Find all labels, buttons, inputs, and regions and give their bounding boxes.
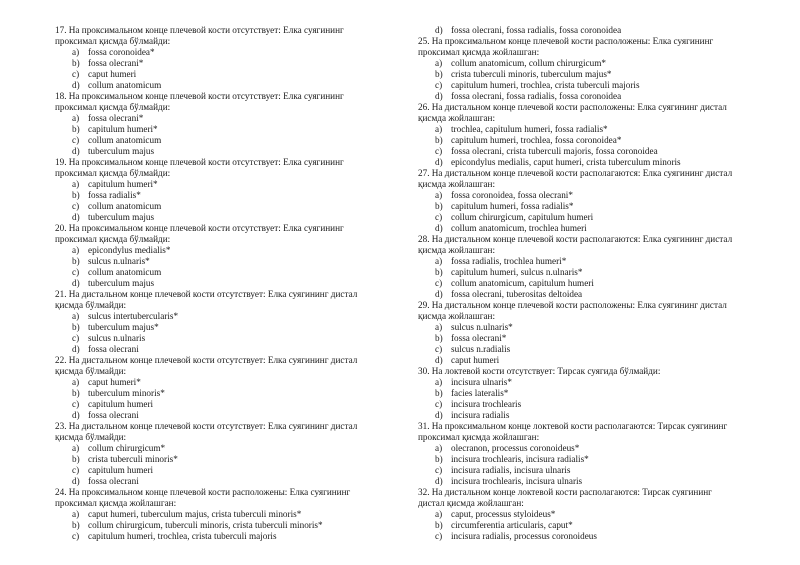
answer-option (55, 80, 385, 91)
question-stem-line: проксимал қисмда жойлашган: (418, 432, 540, 442)
answer-option (418, 388, 758, 399)
option-letter: c) (435, 80, 443, 90)
option-letter: b) (72, 124, 80, 134)
question-block (55, 487, 385, 542)
answer-option (418, 146, 758, 157)
option-text: tuberculum majus (88, 146, 155, 156)
option-text: fossa olecrani* (451, 333, 507, 343)
option-text: fossa olecrani (88, 410, 139, 420)
option-text: sulcus n.ulnaris* (88, 256, 150, 266)
answer-option (55, 465, 385, 476)
option-letter: a) (72, 245, 80, 255)
question-block (418, 36, 758, 102)
answer-option (55, 179, 385, 190)
option-text: olecranon, processus coronoideus* (451, 443, 580, 453)
question-stem-line: 28. На дистальном конце плечевой кости располагаются: Елка суягининг дистал (418, 234, 733, 244)
question-block (418, 234, 758, 300)
question-stem-line: 32. На дистальном конце локтевой кости располагаются: Тирсак суягининг (418, 487, 712, 497)
question-stem-line: 27. На дистальном конце плечевой кости располагаются: Елка суягининг дистал (418, 168, 733, 178)
option-text: trochlea, capitulum humeri, fossa radialis* (451, 124, 608, 134)
option-text: collum anatomicum (88, 267, 162, 277)
option-letter: b) (435, 69, 443, 79)
option-letter: d) (72, 212, 80, 222)
question-block (55, 289, 385, 355)
option-text: incisura trochlearis, incisura ulnaris (451, 476, 583, 486)
question-stem-line: проксимал қисмда жойлашган: (55, 498, 177, 508)
question-block (55, 355, 385, 421)
option-text: fossa olecrani (88, 344, 139, 354)
answer-option (418, 520, 758, 531)
option-text: incisura trochlearis (451, 399, 522, 409)
option-letter: d) (72, 476, 80, 486)
option-letter: b) (72, 190, 80, 200)
option-text: crista tuberculi minoris, tuberculum majus* (451, 69, 612, 79)
answer-option (55, 333, 385, 344)
option-letter: c) (72, 399, 80, 409)
option-text: collum anatomicum (88, 201, 162, 211)
option-letter: c) (435, 344, 443, 354)
answer-option (418, 278, 758, 289)
answer-option (55, 520, 385, 531)
answer-option (418, 322, 758, 333)
option-text: tuberculum majus (88, 278, 155, 288)
option-text: fossa olecrani (88, 476, 139, 486)
option-text: epicondylus medialis* (88, 245, 171, 255)
question-stem-line: 18. На проксимальном конце плечевой кости отсутствует: Елка суягининг (55, 91, 344, 101)
option-letter: b) (435, 267, 443, 277)
question-stem-line: дистал қисмда жойлашган: (418, 498, 524, 508)
option-text: sulcus n.ulnaris* (451, 322, 513, 332)
option-text: fossa radialis* (88, 190, 141, 200)
answer-option (418, 267, 758, 278)
question-stem-line: қисмда бўлмайди: (55, 300, 127, 310)
answer-option (418, 91, 758, 102)
answer-option (418, 509, 758, 520)
question-stem-line: проксимал қисмда бўлмайди: (55, 234, 171, 244)
question-stem-line: 20. На проксимальном конце плечевой кости отсутствует: Елка суягининг (55, 223, 344, 233)
option-letter: d) (72, 344, 80, 354)
answer-option (55, 69, 385, 80)
question-stem-line: қисмда жойлашган: (418, 113, 496, 123)
question-block (418, 421, 758, 487)
question-stem-line: 21. На дистальном конце плечевой кости отсутствует: Елка суягининг дистал (55, 289, 358, 299)
question-stem-line: 23. На дистальном конце плечевой кости отсутствует: Елка суягининг дистал (55, 421, 358, 431)
question-stem-line: 31. На проксимальном конце локтевой кости располагаются: Тирсак суягининг (418, 421, 728, 431)
option-text: tuberculum minoris* (88, 388, 165, 398)
answer-option (55, 212, 385, 223)
option-text: collum anatomicum, capitulum humeri (451, 278, 594, 288)
answer-option (55, 201, 385, 212)
answer-option (418, 377, 758, 388)
answer-option (55, 113, 385, 124)
option-letter: d) (435, 355, 443, 365)
option-text: capitulum humeri (88, 465, 154, 475)
answer-option (418, 399, 758, 410)
option-text: tuberculum majus* (88, 322, 159, 332)
answer-option (55, 124, 385, 135)
option-text: capitulum humeri* (88, 124, 158, 134)
answer-option (55, 344, 385, 355)
option-text: capitulum humeri, trochlea, fossa coronoidea* (451, 135, 622, 145)
question-stem-line: қисмда жойлашган: (418, 311, 496, 321)
answer-option (55, 388, 385, 399)
option-letter: a) (72, 509, 80, 519)
option-text: caput humeri (88, 69, 137, 79)
option-letter: a) (435, 377, 443, 387)
option-letter: a) (72, 179, 80, 189)
option-letter: c) (72, 333, 80, 343)
option-letter: b) (435, 201, 443, 211)
option-letter: a) (435, 58, 443, 68)
left-column (55, 25, 385, 542)
question-stem-line: қисмда бўлмайди: (55, 366, 127, 376)
question-stem-line: 19. На проксимальном конце плечевой кости отсутствует: Елка суягининг (55, 157, 344, 167)
option-letter: a) (72, 377, 80, 387)
option-letter: c) (435, 465, 443, 475)
answer-option (55, 267, 385, 278)
question-block (418, 168, 758, 234)
answer-option (418, 410, 758, 421)
answer-option (418, 355, 758, 366)
question-block (418, 102, 758, 168)
option-text: epicondylus medialis, caput humeri, crista tuberculum minoris (451, 157, 681, 167)
option-letter: d) (72, 410, 80, 420)
option-letter: b) (435, 520, 443, 530)
option-text: collum chirurgicum, tuberculi minoris, crista tuberculi minoris* (88, 520, 323, 530)
option-letter: c) (435, 531, 443, 541)
answer-option (418, 124, 758, 135)
option-letter: c) (72, 135, 80, 145)
question-block (418, 487, 758, 542)
question-stem-line: қисмда бўлмайди: (55, 432, 127, 442)
question-stem-line: қисмда жойлашган: (418, 179, 496, 189)
answer-option (418, 58, 758, 69)
question-stem-line: 22. На дистальном конце плечевой кости отсутствует: Елка суягининг дистал (55, 355, 358, 365)
answer-option (418, 289, 758, 300)
answer-option (55, 256, 385, 267)
option-text: circumferentia articularis, caput* (451, 520, 573, 530)
option-text: collum anatomicum, collum chirurgicum* (451, 58, 606, 68)
answer-option (418, 212, 758, 223)
option-text: incisura radialis (451, 410, 510, 420)
option-text: crista tuberculi minoris* (88, 454, 178, 464)
option-text: capitulum humeri (88, 399, 154, 409)
option-text: fossa olecrani, fossa radialis, fossa coronoidea (451, 91, 622, 101)
option-letter: a) (435, 124, 443, 134)
answer-option (55, 377, 385, 388)
question-block (55, 421, 385, 487)
option-text: fossa olecrani* (88, 58, 144, 68)
question-stem-line: 26. На дистальном конце плечевой кости расположены: Елка суягининг дистал (418, 102, 727, 112)
option-letter: a) (435, 443, 443, 453)
option-letter: d) (435, 223, 443, 233)
option-letter: b) (435, 388, 443, 398)
question-stem-line: 24. На проксимальном конце плечевой кости расположены: Елка суягининг (55, 487, 351, 497)
option-letter: a) (72, 311, 80, 321)
question-block (55, 223, 385, 289)
option-letter: c) (72, 201, 80, 211)
option-letter: b) (72, 58, 80, 68)
option-letter: b) (435, 333, 443, 343)
question-stem-line: проксимал қисмда жойлашган: (418, 47, 540, 57)
option-letter: d) (435, 410, 443, 420)
right-column (418, 25, 758, 542)
option-letter: a) (435, 190, 443, 200)
answer-option (55, 146, 385, 157)
option-letter: c) (435, 212, 443, 222)
answer-option (418, 333, 758, 344)
answer-option (55, 278, 385, 289)
option-text: collum chirurgicum, capitulum humeri (451, 212, 594, 222)
option-text: capitulum humeri, sulcus n.ulnaris* (451, 267, 583, 277)
answer-option (55, 531, 385, 542)
option-text: facies lateralis* (451, 388, 509, 398)
question-stem-line: проксимал қисмда бўлмайди: (55, 102, 171, 112)
question-stem-line: қисмда жойлашган: (418, 245, 496, 255)
question-stem-line: проксимал қисмда бўлмайди: (55, 168, 171, 178)
question-block (55, 91, 385, 157)
answer-option (418, 190, 758, 201)
option-letter: d) (72, 278, 80, 288)
answer-option (418, 465, 758, 476)
option-text: caput humeri* (88, 377, 141, 387)
option-text: collum anatomicum (88, 135, 162, 145)
answer-option (55, 47, 385, 58)
option-letter: c) (72, 267, 80, 277)
option-letter: b) (435, 135, 443, 145)
answer-option (55, 58, 385, 69)
option-letter: d) (435, 476, 443, 486)
option-text: capitulum humeri, fossa radialis* (451, 201, 574, 211)
question-stem-line: 30. На локтевой кости отсутствует: Тирсак суягида бўлмайди: (418, 366, 661, 376)
question-stem-line: 25. На проксимальном конце плечевой кости расположены: Елка суягининг (418, 36, 714, 46)
answer-option (55, 476, 385, 487)
option-text: sulcus n.ulnaris (88, 333, 146, 343)
option-text: incisura radialis, incisura ulnaris (451, 465, 571, 475)
option-letter: c) (72, 465, 80, 475)
option-letter: d) (72, 146, 80, 156)
option-text: collum anatomicum, trochlea humeri (451, 223, 587, 233)
option-text: caput, processus styloideus* (451, 509, 556, 519)
option-letter: c) (435, 399, 443, 409)
option-text: fossa coronoidea* (88, 47, 155, 57)
option-letter: d) (435, 91, 443, 101)
option-letter: d) (435, 157, 443, 167)
question-block (418, 366, 758, 421)
option-letter: b) (72, 322, 80, 332)
option-text: incisura trochlearis, incisura radialis* (451, 454, 589, 464)
option-letter: d) (72, 80, 80, 90)
answer-option (418, 157, 758, 168)
answer-option (418, 135, 758, 146)
option-letter: b) (435, 454, 443, 464)
answer-option (55, 245, 385, 256)
answer-option (55, 509, 385, 520)
answer-option (418, 531, 758, 542)
option-letter: c) (435, 146, 443, 156)
answer-option (55, 410, 385, 421)
answer-option (418, 344, 758, 355)
option-letter: b) (72, 454, 80, 464)
option-letter: a) (72, 47, 80, 57)
option-text: collum anatomicum (88, 80, 162, 90)
question-block (55, 25, 385, 91)
option-letter: c) (72, 531, 80, 541)
option-text: fossa coronoidea, fossa olecrani* (451, 190, 573, 200)
option-letter: b) (72, 388, 80, 398)
answer-option (55, 443, 385, 454)
option-letter: a) (72, 113, 80, 123)
question-stem-line: проксимал қисмда бўлмайди: (55, 36, 171, 46)
option-text: fossa olecrani, tuberositas deltoidea (451, 289, 583, 299)
question-block (418, 25, 758, 36)
option-text: collum chirurgicum* (88, 443, 166, 453)
option-text: sulcus intertubercularis* (88, 311, 179, 321)
option-text: fossa radialis, trochlea humeri* (451, 256, 567, 266)
option-text: incisura ulnaris* (451, 377, 512, 387)
option-letter: a) (435, 256, 443, 266)
answer-option (55, 454, 385, 465)
option-letter: c) (435, 278, 443, 288)
option-letter: d) (435, 289, 443, 299)
answer-option (418, 443, 758, 454)
option-text: incisura radialis, processus coronoideus (451, 531, 597, 541)
option-letter: b) (72, 520, 80, 530)
option-text: fossa olecrani, fossa radialis, fossa coronoidea (451, 25, 622, 35)
answer-option (418, 454, 758, 465)
question-stem-line: 17. На проксимальном конце плечевой кости отсутствует: Елка суягининг (55, 25, 344, 35)
option-letter: a) (435, 322, 443, 332)
option-text: capitulum humeri* (88, 179, 158, 189)
answer-option (418, 201, 758, 212)
option-text: sulcus n.radialis (451, 344, 511, 354)
option-text: fossa olecrani* (88, 113, 144, 123)
option-text: fossa olecrani, crista tuberculi majoris, fossa coronoidea (451, 146, 658, 156)
option-letter: d) (435, 25, 443, 35)
answer-option (418, 256, 758, 267)
option-text: caput humeri (451, 355, 500, 365)
option-letter: b) (72, 256, 80, 266)
answer-option (418, 476, 758, 487)
answer-option (55, 135, 385, 146)
option-letter: c) (72, 69, 80, 79)
answer-option (55, 190, 385, 201)
question-stem-line: 29. На дистальном конце плечевой кости расположены: Елка суягининг дистал (418, 300, 727, 310)
question-block (55, 157, 385, 223)
answer-option (418, 69, 758, 80)
answer-option (55, 322, 385, 333)
answer-option (418, 25, 758, 36)
answer-option (55, 311, 385, 322)
option-text: capitulum humeri, trochlea, crista tuberculi majoris (451, 80, 640, 90)
option-text: capitulum humeri, trochlea, crista tuberculi majoris (88, 531, 277, 541)
answer-option (418, 80, 758, 91)
answer-option (55, 399, 385, 410)
option-letter: a) (435, 509, 443, 519)
option-letter: a) (72, 443, 80, 453)
answer-option (418, 223, 758, 234)
question-block (418, 300, 758, 366)
option-text: tuberculum majus (88, 212, 155, 222)
option-text: caput humeri, tuberculum majus, crista tuberculi minoris* (88, 509, 302, 519)
